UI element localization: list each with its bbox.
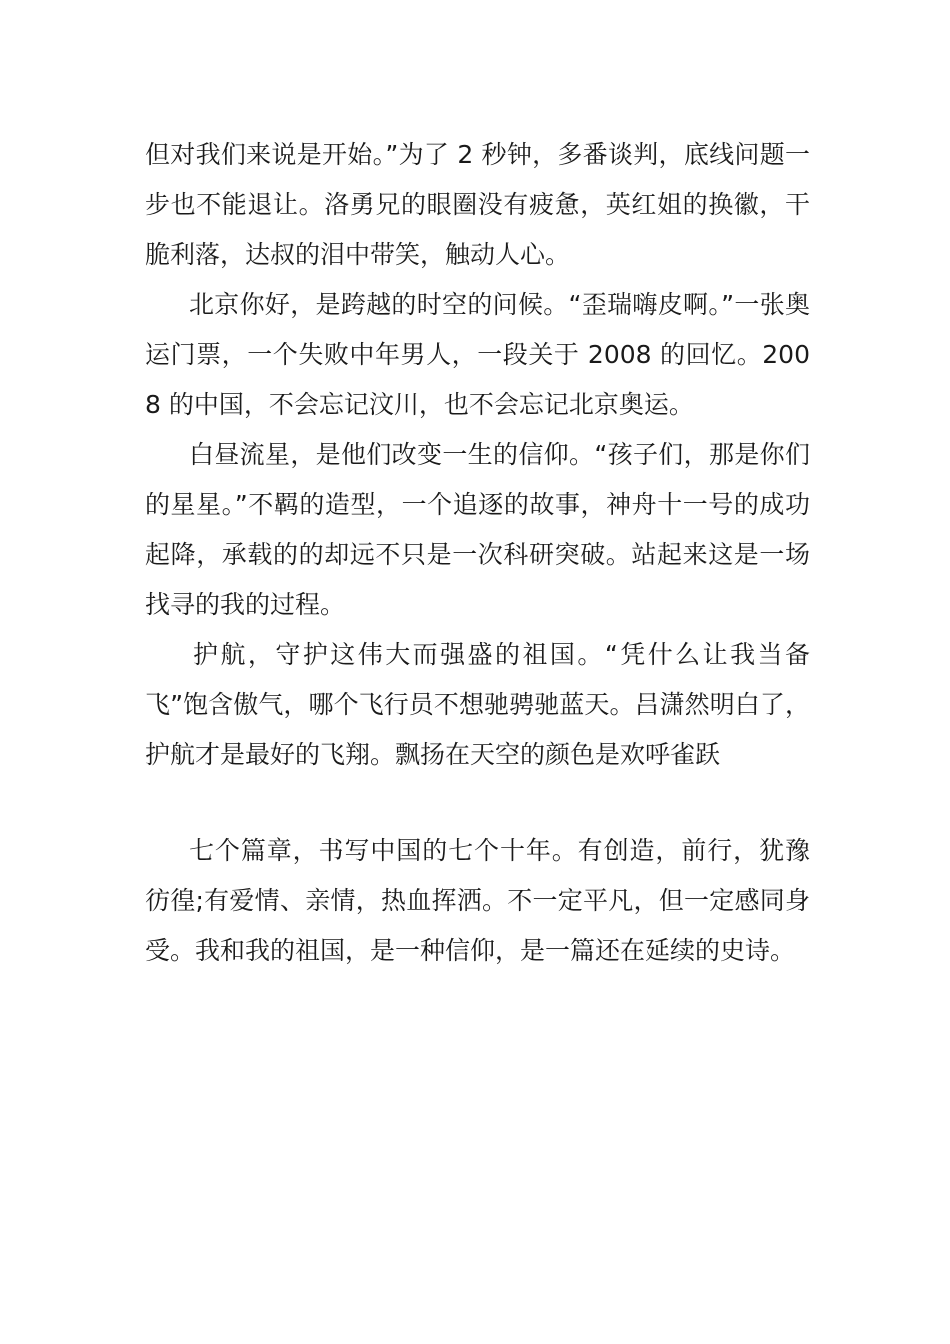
document-body (145, 130, 810, 976)
paragraph-gap (145, 780, 810, 826)
paragraph-4: 护航，守护这伟大而强盛的祖国。“凭什么让我当备飞”饱含傲气，哪个飞行员不想驰骋驰蓝天。吕潇然明白了，护航才是最好的飞翔。飘扬在天空的颜色是欢呼雀跃 (145, 640, 810, 769)
paragraph-1: 但对我们来说是开始。”为了 2 秒钟，多番谈判，底线问题一步也不能退让。洛勇兄的眼圈没有疲惫，英红姐的换徽，干脆利落，达叔的泪中带笑，触动人心。 (145, 140, 810, 269)
paragraph-2: 北京你好，是跨越的时空的问候。“歪瑞嗨皮啊。”一张奥运门票，一个失败中年男人，一段关于 2008 的回忆。2008 的中国，不会忘记汶川，也不会忘记北京奥运。 (145, 290, 810, 419)
paragraph-5: 七个篇章，书写中国的七个十年。有创造，前行，犹豫彷徨;有爱情、亲情，热血挥洒。不一定平凡，但一定感同身受。我和我的祖国，是一种信仰，是一篇还在延续的史诗。 (145, 836, 810, 965)
paragraph-3: 白昼流星，是他们改变一生的信仰。“孩子们，那是你们的星星。”不羁的造型，一个追逐的故事，神舟十一号的成功起降，承载的的却远不只是一次科研突破。站起来这是一场找寻的我的过程。 (145, 440, 810, 619)
